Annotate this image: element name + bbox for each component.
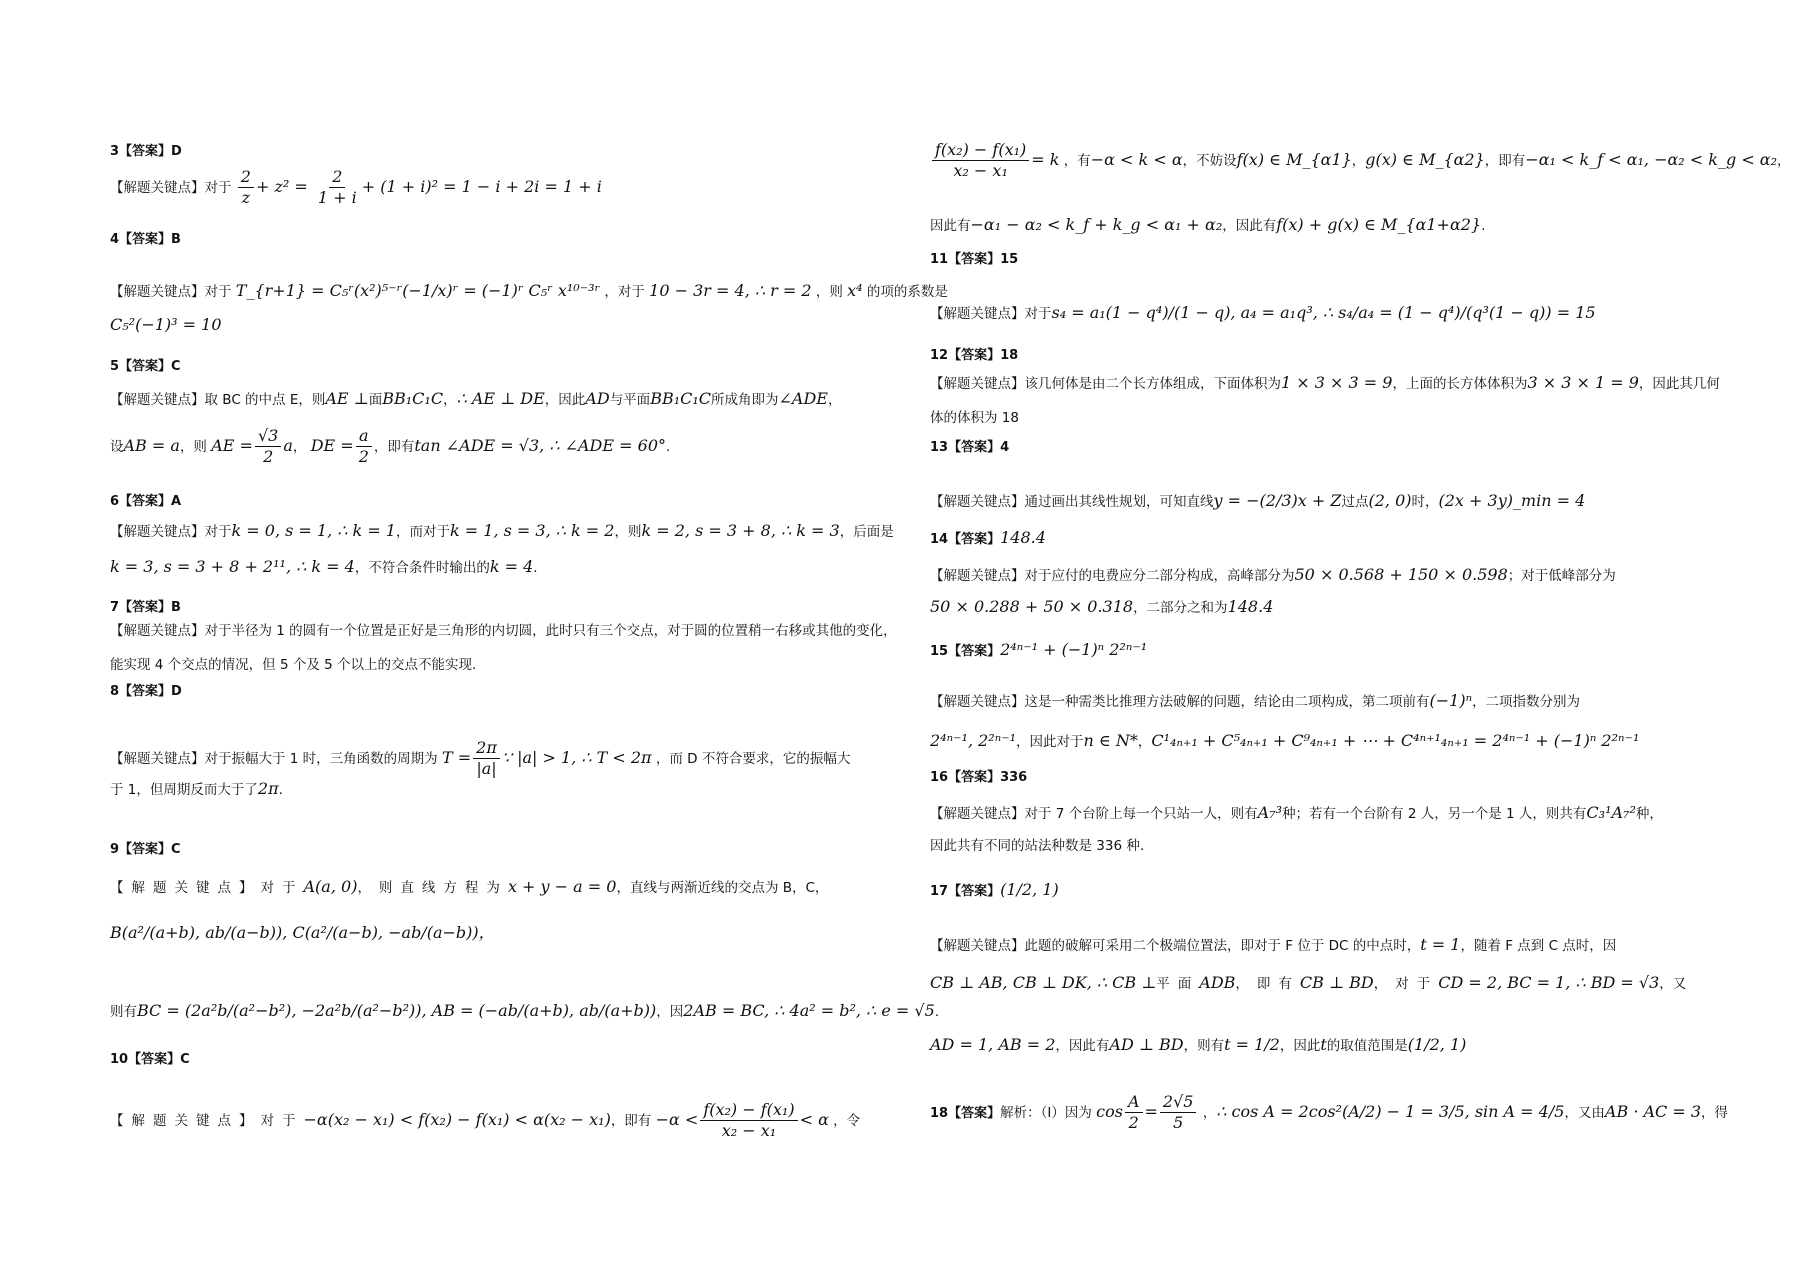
q7-answer: 7【答案】B [110, 600, 181, 615]
q12-solution: 【解题关键点】该几何体是由二个长方体组成，下面体积为1 × 3 × 3 = 9，上面的长方体体积为3 × 3 × 1 = 9，因此其几何体的体积为 18 [930, 373, 1720, 426]
q14-answer: 14【答案】 [930, 532, 1001, 547]
q3-answer: 3【答案】D [110, 144, 182, 159]
q10-line1: 【解题关键点】对于−α(x₂ − x₁) < f(x₂) − f(x₁) < α(x₂ − x₁)，即有 −α < $\frac{\text{f(x₂) − f(x₁)}}{\text{x₂ − x₁}}$ < α ，令 [110, 1100, 861, 1140]
q14-value: 148.4 [1000, 528, 1046, 547]
q4-solution: 【解题关键点】对于 T_{r+1} = C₅ʳ(x²)⁵⁻ʳ(−1/x)ʳ = (−1)ʳ C₅ʳ x¹⁰⁻³ʳ ，对于 10 − 3r = 4, ∴ r = 2 ，则 x⁴ 的项的系数是 [110, 281, 948, 300]
q15-value: 2⁴ⁿ⁻¹ + (−1)ⁿ 2²ⁿ⁻¹ [1000, 640, 1148, 659]
q11-answer: 11【答案】15 [930, 252, 1019, 267]
q8-line1: 【解题关键点】对于振幅大于 1 时，三角函数的周期为 T = $\frac{2\pi}{|a|}$ ∵ |a| > 1, ∴ T < 2π ，而 D 不符合要求，它的振幅大 [110, 738, 851, 778]
q8-line2: 于 1，但周期反而大于了2π. [110, 779, 283, 798]
q3-frac-1: $\frac{2}{z}$ [238, 167, 254, 208]
q16-answer: 16【答案】336 [930, 770, 1028, 785]
q3-frac-2: $\frac{2}{1 + i}$ [317, 167, 357, 207]
q13-answer: 13【答案】4 [930, 440, 1010, 455]
q4-answer: 4【答案】B [110, 232, 181, 247]
q5-frac-de: $\frac{a}{2}$ [356, 426, 372, 467]
q16-line1: 【解题关键点】对于 7 个台阶上每一个只站一人，则有A₇³种；若有一个台阶有 2 人，另一个是 1 人，则共有C₃¹A₇²种， [930, 803, 1663, 822]
q6-answer: 6【答案】A [110, 494, 182, 509]
q12-answer: 12【答案】18 [930, 348, 1019, 363]
q10-frac: $\frac{\text{f(x₂) − f(x₁)}}{\text{x₂ − x₁}}$ [700, 1100, 797, 1141]
q13-solution: 【解题关键点】通过画出其线性规划，可知直线y = −(2/3)x + Z过点(2, 0)时，(2x + 3y)_min = 4 [930, 491, 1586, 510]
q17-answer-line [930, 880, 1059, 899]
q9-line3: 则有BC = (2a²b/(a²−b²), −2a²b/(a²−b²)), AB = (−ab/(a+b), ab/(a+b))，因2AB = BC, ∴ 4a² = b², ∴ e = √5. [110, 1001, 940, 1020]
q15-line1: 【解题关键点】这是一种需类比推理方法破解的问题，结论由二项构成，第二项前有(−1)ⁿ，二项指数分别为 [930, 691, 1581, 710]
q8-frac-period: $\frac{2\pi}{|a|}$ [473, 738, 500, 779]
q18-frac-half-angle: $\frac{A}{2}$ [1125, 1092, 1143, 1133]
q16-line2: 因此共有不同的站法种数是 336 种. [930, 838, 1145, 854]
q17-line2: CB ⊥ AB, CB ⊥ DK, ∴ CB ⊥平面ADB，即有CB ⊥ BD，对于CD = 2, BC = 1, ∴ BD = √3，又 [930, 973, 1687, 992]
q17-line1: 【解题关键点】此题的破解可采用二个极端位置法，即对于 F 位于 DC 的中点时，t = 1，随着 F 点到 C 点时，因 [930, 935, 1617, 954]
q15-line2: 2⁴ⁿ⁻¹, 2²ⁿ⁻¹，因此对于n ∈ N*，C¹₄ₙ₊₁ + C⁵₄ₙ₊₁ + C⁹₄ₙ₊₁ + ⋯ + C⁴ⁿ⁺¹₄ₙ₊₁ = 2⁴ⁿ⁻¹ + (−1)ⁿ 2²ⁿ⁻¹ [930, 731, 1640, 750]
q5-line2: 设AB = a，则 AE = $\frac{√3}{2}$ a， DE = $\frac{a}{2}$ ，即有tan ∠ADE = √3, ∴ ∠ADE = 60°. [110, 426, 671, 466]
q15-answer: 15【答案】 [930, 644, 1001, 659]
q17-value: (1/2, 1) [1000, 880, 1059, 899]
q5-line1: 【解题关键点】取 BC 的中点 E，则AE ⊥面BB₁C₁C，∴ AE ⊥ DE，因此AD与平面BB₁C₁C所成角即为∠ADE， [110, 389, 842, 408]
q17-line3: AD = 1, AB = 2，因此有AD ⊥ BD，则有t = 1/2，因此t的取值范围是(1/2, 1) [930, 1035, 1467, 1054]
q10-continued-line2: 因此有−α₁ − α₂ < k_f + k_g < α₁ + α₂，因此有f(x) + g(x) ∈ M_{α1+α2}. [930, 215, 1486, 234]
q15-answer-line [930, 640, 1147, 659]
q3-solution: 【解题关键点】对于 $\frac{2}{z}$ + z² = $\frac{2}{1 + i}$ + (1 + i)² = 1 − i + 2i = 1 + i [110, 167, 602, 207]
q9-points: B(a²/(a+b), ab/(a−b)), C(a²/(a−b), −ab/(a−b))， [110, 923, 495, 942]
q7-solution: 【解题关键点】对于半径为 1 的圆有一个位置是正好是三角形的内切圆，此时只有三个交点，对于圆的位置稍一右移或其他的变化，能实现 4 个交点的情况，但 5 个及 5 个以上的交点不能实现. [110, 623, 897, 673]
q5-answer: 5【答案】C [110, 359, 181, 374]
q14-line1: 【解题关键点】对于应付的电费应分二部分构成，高峰部分为50 × 0.568 + 150 × 0.598；对于低峰部分为 [930, 565, 1616, 584]
q14-line2: 50 × 0.288 + 50 × 0.318，二部分之和为148.4 [930, 597, 1274, 616]
q18-answer: 18【答案】 [930, 1106, 1001, 1121]
q18-line1: 18【答案】解析：（I）因为 cos $\frac{A}{2}$ = $\frac{2√5}{5}$ ，∴ cos A = 2cos²(A/2) − 1 = 3/5, sin A = 4/5，又由AB · AC = 3，得 [930, 1092, 1729, 1132]
q5-frac-ae: $\frac{√3}{2}$ [255, 426, 281, 467]
q4-formula: T_{r+1} = C₅ʳ(x²)⁵⁻ʳ(−1/x)ʳ = (−1)ʳ C₅ʳ x¹⁰⁻³ʳ [235, 281, 601, 300]
q10-answer: 10【答案】C [110, 1052, 190, 1067]
q8-answer: 8【答案】D [110, 684, 182, 699]
q10-k-frac: $\frac{\text{f(x₂) − f(x₁)}}{\text{x₂ − x₁}}$ [932, 140, 1029, 181]
q10-continued-line1: $\frac{\text{f(x₂) − f(x₁)}}{\text{x₂ − x₁}}$ = k ，有−α < k < α，不妨设f(x) ∈ M_{α1}，g(x) ∈ M_{α2}，即有−α₁ < k_f < α₁, −α₂ < k_g < α₂， [930, 140, 1791, 181]
q11-solution: 【解题关键点】对于s₄ = a₁(1 − q⁴)/(1 − q), a₄ = a₁q³, ∴ s₄/a₄ = (1 − q⁴)/(q³(1 − q)) = 15 [930, 303, 1596, 322]
q14-answer-line [930, 528, 1046, 547]
q4-result: C₅²(−1)³ = 10 [110, 315, 222, 334]
q3-lead: 【解题关键点】对于 [110, 180, 232, 196]
q18-frac-value: $\frac{2√5}{5}$ [1160, 1092, 1197, 1133]
q6-line1: 【解题关键点】对于k = 0, s = 1, ∴ k = 1，而对于k = 1, s = 3, ∴ k = 2，则k = 2, s = 3 + 8, ∴ k = 3，后面是 [110, 521, 894, 540]
q17-answer: 17【答案】 [930, 884, 1001, 899]
q6-line2: k = 3, s = 3 + 8 + 2¹¹, ∴ k = 4，不符合条件时输出的k = 4. [110, 557, 538, 576]
q9-answer: 9【答案】C [110, 842, 181, 857]
q9-line1: 【解题关键点】对于A(a, 0)，则直线方程为x + y − a = 0，直线与两渐近线的交点为 B，C， [110, 877, 829, 896]
